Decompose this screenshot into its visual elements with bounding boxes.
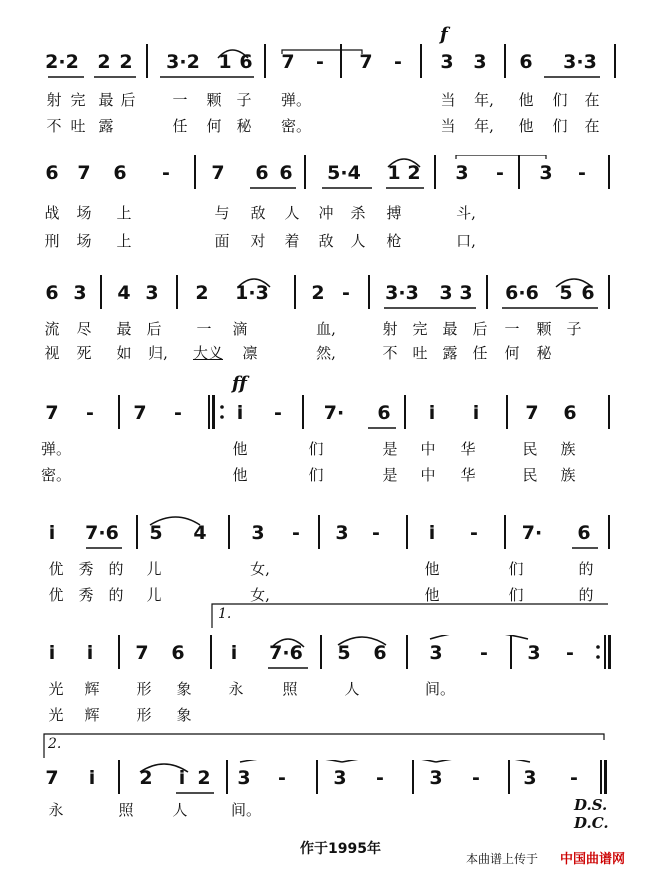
lyric-syllable: 辉 (84, 706, 100, 724)
note: - (174, 402, 182, 424)
note: i (48, 642, 56, 664)
lyric-syllable: 们 (552, 117, 568, 135)
lyric-syllable: 间。 (230, 801, 262, 819)
lyrics-verse-2 (0, 229, 656, 253)
note: 3 (251, 522, 265, 544)
dynamic-fortissimo: ff (232, 373, 247, 394)
lyric-syllable: 大义 (192, 344, 224, 362)
lyric-syllable: 射 (46, 91, 62, 109)
note: - (480, 642, 488, 664)
lyric-syllable: 敌 (318, 232, 334, 250)
lyric-syllable: 族 (560, 466, 576, 484)
lyric-syllable: 人 (344, 680, 360, 698)
note: 6 (581, 282, 595, 304)
note: 3 (237, 767, 251, 789)
lyric-syllable: 尽 (76, 320, 92, 338)
lyric-syllable: 当 (440, 91, 456, 109)
note: 3 (429, 767, 443, 789)
lyric-syllable: 他 (232, 440, 248, 458)
note: - (292, 522, 300, 544)
note: i (48, 522, 56, 544)
note: i (428, 522, 436, 544)
lyric-syllable: 后 (472, 320, 488, 338)
lyric-syllable: 后 (120, 91, 136, 109)
lyric-syllable: 的 (108, 586, 124, 604)
lyric-syllable: 们 (308, 440, 324, 458)
note: i (230, 642, 238, 664)
note: 6·6 (505, 282, 539, 304)
lyric-syllable: 中 (420, 466, 436, 484)
lyric-syllable: 后 (146, 320, 162, 338)
note: 6 (577, 522, 591, 544)
lyric-syllable: 上 (116, 232, 132, 250)
note: 2·2 (45, 51, 79, 73)
lyric-syllable: 上 (116, 204, 132, 222)
lyric-syllable: 一 (196, 320, 212, 338)
volta-1-label: 1. (218, 606, 232, 622)
lyric-syllable: 他 (424, 560, 440, 578)
lyrics-verse-1 (0, 557, 656, 581)
note: 3 (473, 51, 487, 73)
lyric-syllable: 他 (424, 586, 440, 604)
lyric-syllable: 视 (44, 344, 60, 362)
note: 3 (333, 767, 347, 789)
lyric-syllable: 吐 (412, 344, 428, 362)
lyric-syllable: 永 (228, 680, 244, 698)
lyric-syllable: 杀 (350, 204, 366, 222)
note: 2 (197, 767, 211, 789)
lyric-syllable: 光 (48, 680, 64, 698)
lyric-syllable: 人 (350, 232, 366, 250)
volta-1-bracket (0, 600, 656, 630)
slur-marks (0, 515, 656, 555)
note: - (570, 767, 578, 789)
note: 4 (193, 522, 207, 544)
lyric-syllable: 最 (442, 320, 458, 338)
note: 7 (133, 402, 147, 424)
slur-marks (0, 395, 656, 435)
lyrics-verse-2 (0, 341, 656, 365)
lyric-syllable: 最 (98, 91, 114, 109)
lyric-syllable: 血, (316, 320, 336, 338)
lyric-syllable: 任 (172, 117, 188, 135)
lyric-syllable: 间。 (424, 680, 456, 698)
note: - (376, 767, 384, 789)
note: 6 (113, 162, 127, 184)
note: 4 (117, 282, 131, 304)
note: 6 (373, 642, 387, 664)
lyric-syllable: 民 (522, 440, 538, 458)
lyric-syllable: 颗 (536, 320, 552, 338)
lyric-syllable: 死 (76, 344, 92, 362)
note: 7 (45, 767, 59, 789)
da-capo-label: D.C. (574, 814, 609, 832)
slur-marks (0, 155, 656, 195)
lyric-syllable: 他 (232, 466, 248, 484)
volta-2-label: 2. (48, 736, 62, 752)
lyric-syllable: 枪 (386, 232, 402, 250)
note: i (178, 767, 186, 789)
lyric-syllable: 最 (116, 320, 132, 338)
lyric-syllable: 象 (176, 680, 192, 698)
note: 7 (77, 162, 91, 184)
note: - (566, 642, 574, 664)
note: 6 (171, 642, 185, 664)
lyric-syllable: 族 (560, 440, 576, 458)
lyric-syllable: 他 (518, 91, 534, 109)
note: 7 (525, 402, 539, 424)
lyrics-verse-1 (0, 437, 656, 461)
composition-year: 作于1995年 (300, 841, 381, 857)
lyric-syllable: 密。 (40, 466, 72, 484)
lyric-syllable: 秘 (236, 117, 252, 135)
note: 2 (407, 162, 421, 184)
note: 3·3 (385, 282, 419, 304)
note: 7 (281, 51, 295, 73)
note: 2 (97, 51, 111, 73)
lyric-syllable: 冲 (318, 204, 334, 222)
lyric-syllable: 他 (518, 117, 534, 135)
slur-marks (0, 760, 656, 800)
note: 6 (279, 162, 293, 184)
lyric-syllable: 照 (282, 680, 298, 698)
note: 3 (145, 282, 159, 304)
lyric-syllable: 滴 (232, 320, 248, 338)
note: 5·4 (327, 162, 361, 184)
lyric-syllable: 人 (284, 204, 300, 222)
lyric-syllable: 不 (382, 344, 398, 362)
lyric-syllable: 然, (316, 344, 336, 362)
lyrics-verse-2 (0, 463, 656, 487)
dynamic-forte: f (440, 24, 448, 45)
note: 2 (195, 282, 209, 304)
note: 3 (439, 282, 453, 304)
lyric-syllable: 何 (206, 117, 222, 135)
lyric-syllable: 任 (472, 344, 488, 362)
note: 6 (563, 402, 577, 424)
lyric-syllable: 弹。 (40, 440, 72, 458)
note: - (394, 51, 402, 73)
lyric-syllable: 露 (98, 117, 114, 135)
dal-segno-label: D.S. (574, 796, 608, 814)
note: 6 (45, 162, 59, 184)
note: 3 (539, 162, 553, 184)
lyric-syllable: 秘 (536, 344, 552, 362)
lyric-syllable: 当 (440, 117, 456, 135)
note: 7 (359, 51, 373, 73)
lyric-syllable: 弹。 (280, 91, 312, 109)
lyric-syllable: 在 (584, 91, 600, 109)
lyric-syllable: 女, (250, 560, 270, 578)
lyric-syllable: 颗 (206, 91, 222, 109)
slur-marks (0, 635, 656, 675)
note: - (472, 767, 480, 789)
lyric-syllable: 斗, (456, 204, 476, 222)
lyric-syllable: 的 (578, 586, 594, 604)
lyric-syllable: 口, (456, 232, 476, 250)
lyric-syllable: 搏 (386, 204, 402, 222)
lyric-syllable: 一 (504, 320, 520, 338)
note: 6 (239, 51, 253, 73)
lyric-syllable: 们 (552, 91, 568, 109)
note: - (372, 522, 380, 544)
note: i (236, 402, 244, 424)
note: 2 (119, 51, 133, 73)
note: i (86, 642, 94, 664)
lyric-syllable: 光 (48, 706, 64, 724)
note: 7· (521, 522, 543, 544)
lyrics-verse-1 (0, 677, 656, 701)
note: 3 (429, 642, 443, 664)
note: 7 (211, 162, 225, 184)
lyrics-verse-1 (0, 317, 656, 341)
slur-marks (0, 275, 656, 315)
note: 3 (527, 642, 541, 664)
lyric-syllable: 完 (70, 91, 86, 109)
lyrics-verse-1 (0, 798, 656, 822)
note: - (496, 162, 504, 184)
lyric-syllable: 永 (48, 801, 64, 819)
lyric-syllable: 的 (578, 560, 594, 578)
lyric-syllable: 露 (442, 344, 458, 362)
note: 1·3 (235, 282, 269, 304)
note: 3 (455, 162, 469, 184)
note: 2 (311, 282, 325, 304)
lyric-syllable: 归, (148, 344, 168, 362)
note: 7· (323, 402, 345, 424)
lyric-syllable: 照 (118, 801, 134, 819)
lyric-syllable: 儿 (146, 560, 162, 578)
note: 3 (335, 522, 349, 544)
upload-note: 本曲谱上传于 (466, 852, 539, 866)
note: 6 (45, 282, 59, 304)
note: - (274, 402, 282, 424)
note: - (342, 282, 350, 304)
note: 2 (139, 767, 153, 789)
lyric-syllable: 刑 (44, 232, 60, 250)
note: 6 (377, 402, 391, 424)
lyric-syllable: 华 (460, 466, 476, 484)
lyric-syllable: 形 (136, 680, 152, 698)
note: - (316, 51, 324, 73)
lyric-syllable: 们 (508, 560, 524, 578)
note: 5 (559, 282, 573, 304)
lyric-syllable: 中 (420, 440, 436, 458)
lyric-syllable: 秀 (78, 586, 94, 604)
note: 5 (149, 522, 163, 544)
lyric-syllable: 对 (250, 232, 266, 250)
lyric-syllable: 子 (566, 320, 582, 338)
note: i (472, 402, 480, 424)
lyric-syllable: 何 (504, 344, 520, 362)
lyrics-verse-2 (0, 114, 656, 138)
lyric-syllable: 战 (44, 204, 60, 222)
lyric-syllable: 们 (508, 586, 524, 604)
note: 7·6 (85, 522, 119, 544)
note: 5 (337, 642, 351, 664)
note: - (578, 162, 586, 184)
lyric-syllable: 的 (108, 560, 124, 578)
lyric-syllable: 面 (214, 232, 230, 250)
note: - (162, 162, 170, 184)
lyrics-verse-1 (0, 88, 656, 112)
note: 1 (387, 162, 401, 184)
lyric-syllable: 如 (116, 344, 132, 362)
note: 3 (523, 767, 537, 789)
lyric-syllable: 密。 (280, 117, 312, 135)
lyric-syllable: 流 (44, 320, 60, 338)
lyric-syllable: 女, (250, 586, 270, 604)
lyric-syllable: 子 (236, 91, 252, 109)
note: i (88, 767, 96, 789)
note: 3 (73, 282, 87, 304)
lyric-syllable: 不 (46, 117, 62, 135)
slur-marks (0, 44, 656, 84)
lyric-syllable: 们 (308, 466, 324, 484)
lyric-syllable: 在 (584, 117, 600, 135)
lyric-syllable: 秀 (78, 560, 94, 578)
lyric-syllable: 民 (522, 466, 538, 484)
lyric-syllable: 是 (382, 440, 398, 458)
note: 1 (218, 51, 232, 73)
note: - (86, 402, 94, 424)
site-logo[interactable]: 中国曲谱网 (560, 852, 626, 867)
lyric-syllable: 辉 (84, 680, 100, 698)
lyric-syllable: 形 (136, 706, 152, 724)
note: 6 (255, 162, 269, 184)
volta-2-bracket (0, 730, 656, 760)
lyric-syllable: 射 (382, 320, 398, 338)
lyrics-verse-2 (0, 703, 656, 727)
note: 6 (519, 51, 533, 73)
lyric-syllable: 象 (176, 706, 192, 724)
note: - (278, 767, 286, 789)
note: 7·6 (269, 642, 303, 664)
lyric-syllable: 人 (172, 801, 188, 819)
lyric-syllable: 年, (474, 91, 494, 109)
lyric-syllable: 着 (284, 232, 300, 250)
lyric-syllable: 吐 (70, 117, 86, 135)
lyric-syllable: 一 (172, 91, 188, 109)
note: 3 (440, 51, 454, 73)
note: 3·3 (563, 51, 597, 73)
lyric-syllable: 是 (382, 466, 398, 484)
lyric-syllable: 年, (474, 117, 494, 135)
lyric-syllable: 场 (76, 232, 92, 250)
note: 7 (135, 642, 149, 664)
lyric-syllable: 敌 (250, 204, 266, 222)
note: - (470, 522, 478, 544)
lyric-syllable: 场 (76, 204, 92, 222)
note: i (428, 402, 436, 424)
note: 3 (459, 282, 473, 304)
lyrics-verse-1 (0, 201, 656, 225)
lyric-syllable: 儿 (146, 586, 162, 604)
lyric-syllable: 凛 (242, 344, 258, 362)
lyric-syllable: 完 (412, 320, 428, 338)
lyric-syllable: 与 (214, 204, 230, 222)
lyric-syllable: 优 (48, 560, 64, 578)
lyric-syllable: 优 (48, 586, 64, 604)
lyric-syllable: 华 (460, 440, 476, 458)
note: 7 (45, 402, 59, 424)
note: 3·2 (166, 51, 200, 73)
